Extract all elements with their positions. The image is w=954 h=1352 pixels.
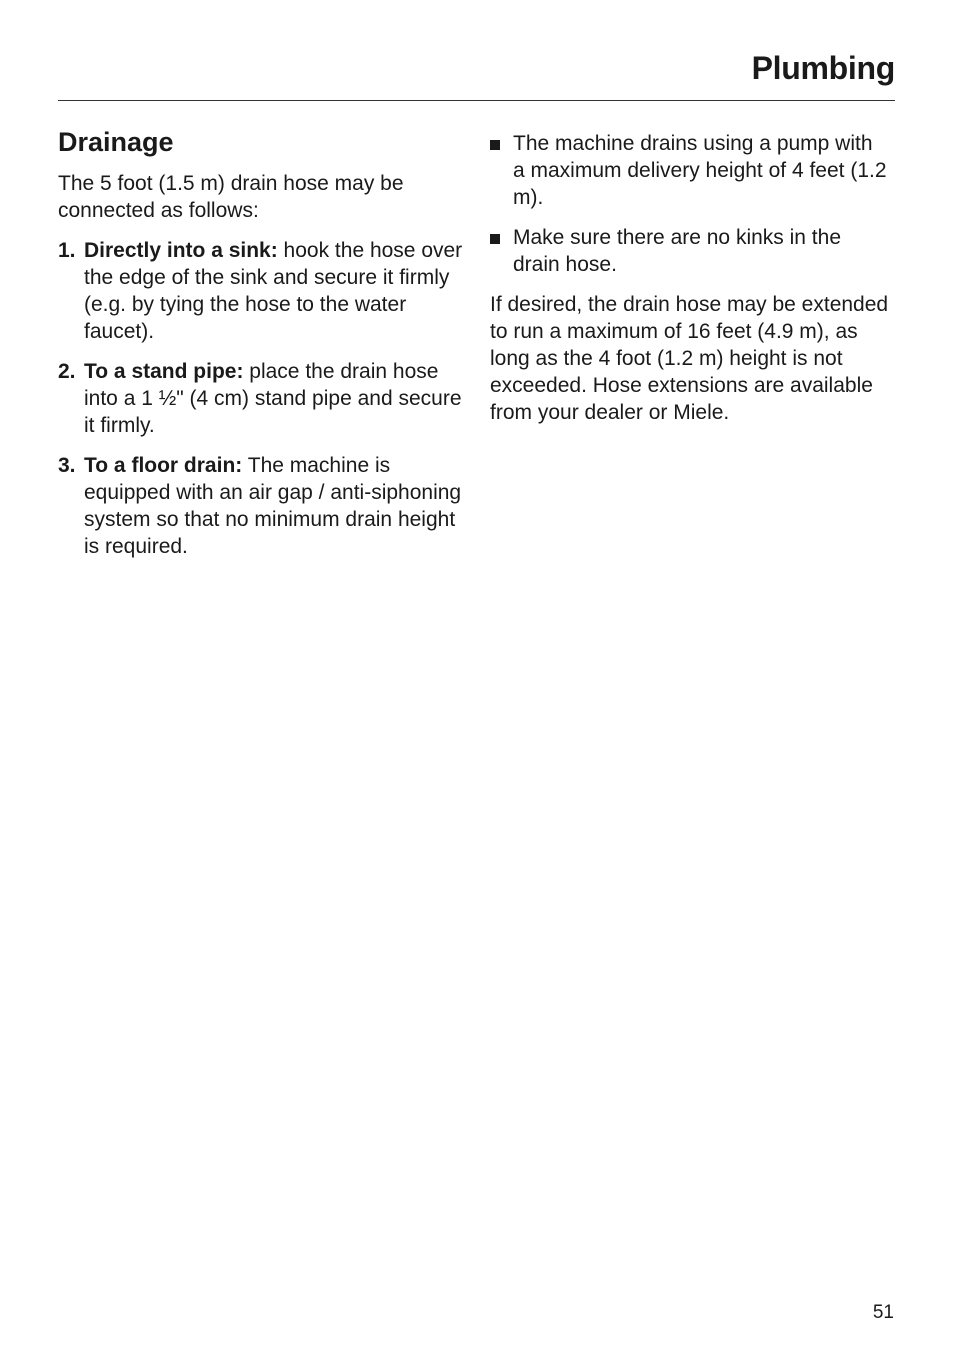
list-item [490, 224, 890, 278]
list-item [490, 130, 890, 211]
step-number: 1. [58, 239, 76, 262]
notes-bullet-list [490, 130, 890, 278]
drainage-intro: The 5 foot (1.5 m) drain hose may be connected as follows: [58, 172, 404, 222]
step-text: place the drain hose into a 1 ½" (4 cm) stand pipe and secure it firmly. [84, 360, 462, 437]
step-number: 2. [58, 360, 76, 383]
connection-methods-list [58, 237, 463, 560]
step-number: 3. [58, 454, 76, 477]
step-lead: To a stand pipe: [84, 360, 244, 383]
list-item [58, 452, 463, 560]
right-column [490, 130, 890, 439]
extension-paragraph: If desired, the drain hose may be extended to run a maximum of 16 feet (4.9 m), as long as the 4 foot (1.2 m) height is not exceeded. Hose extensions are available from your dealer or Miele. [490, 293, 889, 424]
square-bullet-icon [490, 140, 500, 150]
step-text: The machine is equipped with an air gap / anti-siphoning system so that no minimum drain height is required. [84, 454, 462, 558]
square-bullet-icon [490, 234, 500, 244]
section-title-drainage: Drainage [58, 127, 174, 157]
bullet-text: Make sure there are no kinks in the drain hose. [513, 226, 842, 276]
page-number: 51 [872, 1302, 894, 1323]
header-divider [58, 100, 895, 101]
step-lead: Directly into a sink: [84, 239, 278, 262]
step-text: hook the hose over the edge of the sink and secure it firmly (e.g. by tying the hose to the water faucet). [84, 239, 463, 343]
left-column [58, 126, 463, 573]
bullet-text: The machine drains using a pump with a maximum delivery height of 4 feet (1.2 m). [513, 132, 887, 209]
page-title: Plumbing [751, 50, 895, 86]
step-lead: To a floor drain: [84, 454, 243, 477]
list-item [58, 237, 463, 345]
list-item [58, 358, 463, 439]
